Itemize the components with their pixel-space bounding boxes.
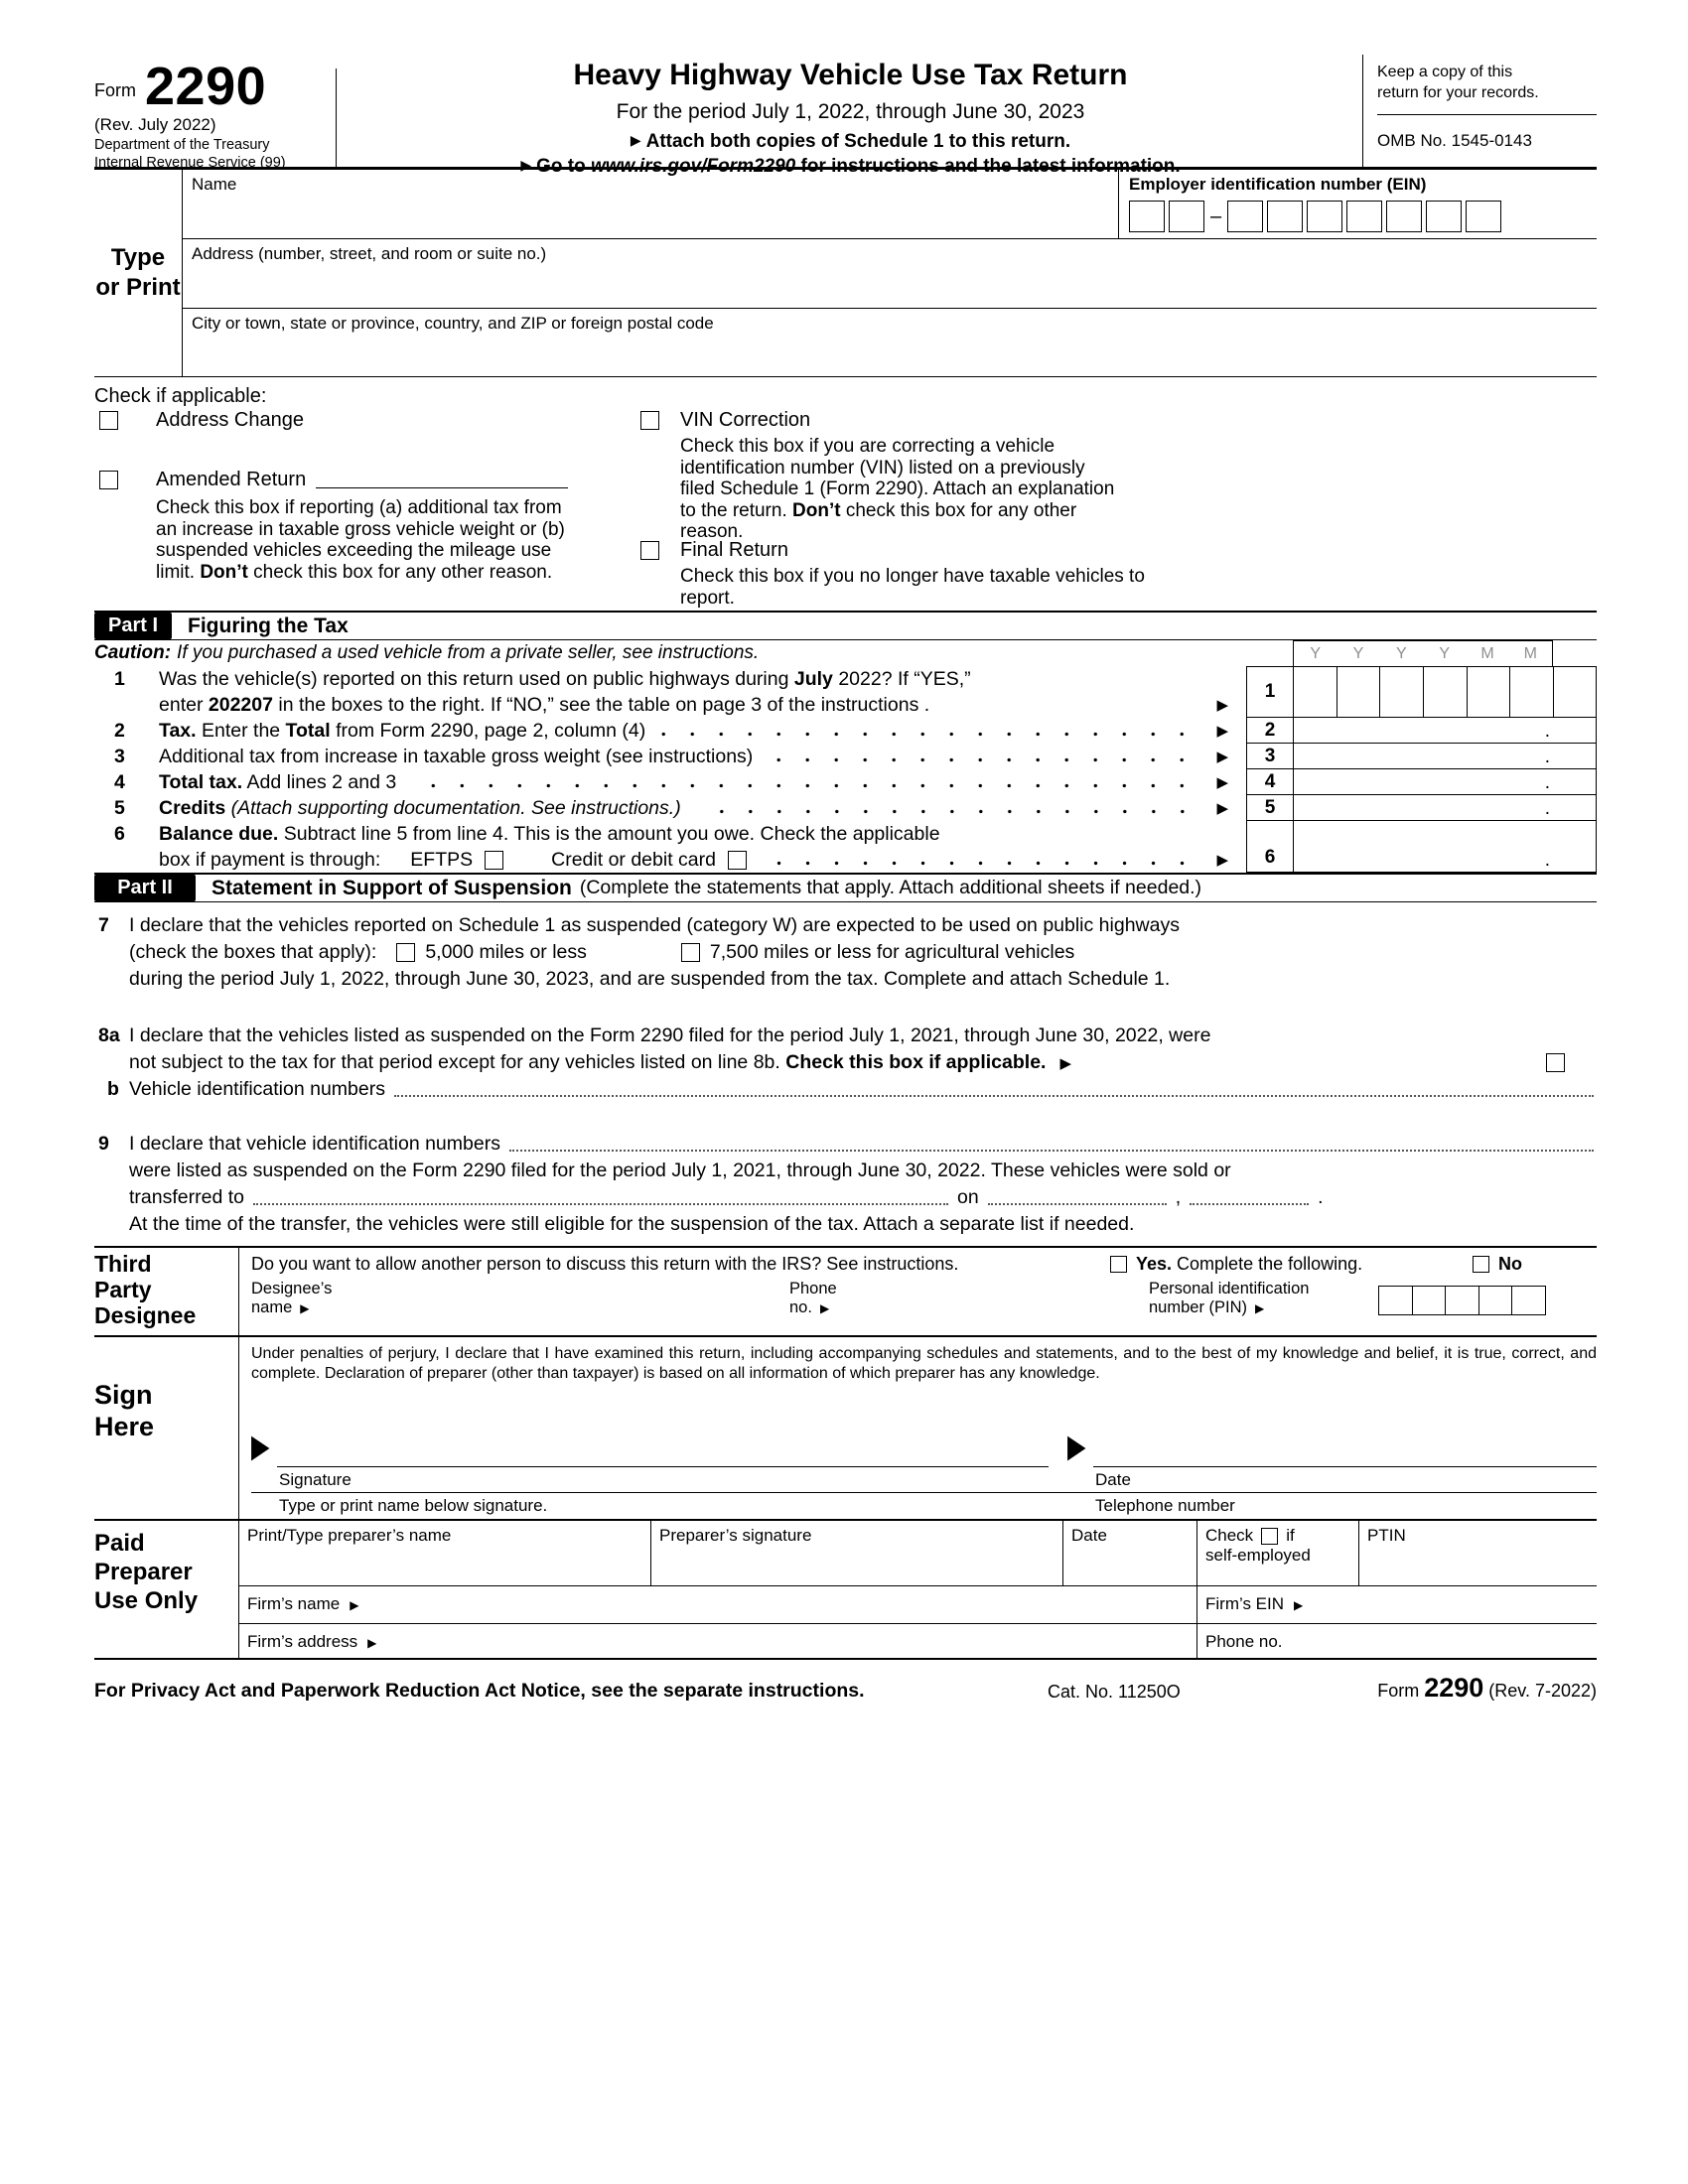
line-number: 6 <box>114 822 125 845</box>
dot-leader <box>761 861 1196 866</box>
form-number: 2290 <box>145 57 267 116</box>
decimal-point: . <box>1544 772 1550 793</box>
name-label: Name <box>192 175 237 194</box>
date-digit-cell[interactable] <box>1337 667 1381 717</box>
taxpayer-fields <box>182 170 1597 376</box>
yes-checkbox[interactable] <box>1110 1256 1127 1273</box>
table-row-line-2 <box>1246 718 1597 744</box>
transferred-to-line[interactable] <box>253 1203 948 1205</box>
caution-note: Caution: If you purchased a used vehicle from a private seller, see instructions. <box>94 642 760 663</box>
self-employed-cell: Check if self-employed <box>1197 1521 1359 1585</box>
ein-input-boxes <box>1129 201 1597 232</box>
ein-digit-box[interactable] <box>1426 201 1462 232</box>
designee-no-option <box>1473 1254 1522 1275</box>
line-number: 7 <box>98 914 109 936</box>
paid-preparer-label: Paid Preparer Use Only <box>94 1530 199 1614</box>
address-label: Address (number, street, and room or suite no.) <box>192 244 547 263</box>
form-word: Form <box>94 80 136 101</box>
date-digit-cell[interactable] <box>1380 667 1424 717</box>
line1-date-entry <box>1294 667 1596 717</box>
name-row <box>183 170 1597 239</box>
part-1-section <box>94 611 1597 873</box>
line4-amount-box[interactable] <box>1294 769 1596 794</box>
self-employed-checkbox[interactable] <box>1261 1528 1278 1545</box>
city-input-area[interactable] <box>183 309 1597 376</box>
date-digit-cell[interactable] <box>1510 667 1554 717</box>
ein-digit-box[interactable] <box>1466 201 1501 232</box>
ein-digit-box[interactable] <box>1267 201 1303 232</box>
line-number: 5 <box>114 796 125 819</box>
date-arrow-icon: ▶ <box>1067 1429 1086 1465</box>
table-row-line-6 <box>1246 821 1597 873</box>
table-row-line-4 <box>1246 769 1597 795</box>
third-party-designee-label: Third Party Designee <box>94 1251 197 1328</box>
firm-name-field[interactable]: Firm’s name ▶ <box>239 1586 1197 1623</box>
table-line-number: 1 <box>1247 667 1294 717</box>
part-1-lines <box>94 640 1238 873</box>
miles-5000-checkbox[interactable] <box>396 943 415 962</box>
arrow-icon: ▶ <box>1216 774 1228 791</box>
designee-question: Do you want to allow another person to discuss this return with the IRS? See instructions. <box>251 1254 959 1274</box>
miles-7500-checkbox[interactable] <box>681 943 700 962</box>
designee-yes-option <box>1110 1254 1362 1275</box>
form-identity-block <box>94 57 329 172</box>
final-return-label: Final Return <box>680 539 788 561</box>
decimal-point: . <box>1544 850 1550 871</box>
ein-digit-box[interactable] <box>1169 201 1204 232</box>
privacy-act-note: For Privacy Act and Paperwork Reduction Act Notice, see the separate instructions. <box>94 1680 865 1702</box>
dot-leader <box>695 809 1196 814</box>
type-or-print-label: Type or Print <box>95 244 181 301</box>
table-row-line-3 <box>1246 744 1597 769</box>
firm-phone-field[interactable]: Phone no. <box>1205 1632 1283 1651</box>
date-digit-cell[interactable] <box>1424 667 1468 717</box>
line3-amount-box[interactable] <box>1294 744 1596 768</box>
sign-here-label: Sign Here <box>94 1380 155 1441</box>
dot-leader <box>659 732 1196 737</box>
ein-label: Employer identification number (EIN) <box>1129 175 1427 194</box>
part-1-header <box>94 611 1597 640</box>
name-input-area[interactable] <box>183 170 1117 238</box>
decimal-point: . <box>1544 747 1550 767</box>
arrow-icon: ▶ <box>367 1636 377 1650</box>
irs-url: www.irs.gov/Form2290 <box>590 156 796 177</box>
line5-amount-box[interactable] <box>1294 795 1596 820</box>
table-row-line-5 <box>1246 795 1597 821</box>
ptin-field[interactable]: PTIN <box>1367 1526 1406 1545</box>
designee-pin-label: Personal identification number (PIN) ▶ <box>1149 1280 1310 1316</box>
part-2-section <box>94 873 1597 1246</box>
final-return-checkbox[interactable] <box>640 541 659 560</box>
firm-ein-field[interactable]: Firm’s EIN ▶ <box>1205 1594 1304 1613</box>
part-1-label: Part I <box>94 613 172 639</box>
address-change-checkbox[interactable] <box>99 411 118 430</box>
amended-return-note: Check this box if reporting (a) additional tax from an increase in taxable gross vehicle weight or (b) suspended vehicles exceeding the mileage use limit. Don’t check this box for any other reason. <box>156 497 565 583</box>
check-if-applicable-heading: Check if applicable: <box>94 385 267 407</box>
pin-digit-box[interactable] <box>1445 1286 1479 1315</box>
pin-digit-box[interactable] <box>1478 1286 1513 1315</box>
vin-correction-note: Check this box if you are correcting a vehicle identification number (VIN) listed on a previously filed Schedule 1 (Form 2290). Attach an explanation to the return. Don’t check this box for any other reason. <box>680 436 1115 542</box>
address-input-area[interactable] <box>183 239 1597 309</box>
line-number: 9 <box>98 1133 109 1155</box>
vin-correction-checkbox[interactable] <box>640 411 659 430</box>
line-number: 3 <box>114 745 125 767</box>
catalog-number: Cat. No. 11250O <box>1048 1682 1181 1702</box>
third-party-designee-section <box>94 1246 1597 1335</box>
amended-month-line[interactable] <box>316 469 568 488</box>
preparer-grid <box>238 1521 1597 1658</box>
line-9: 9 I declare that vehicle identification numbers were listed as suspended on the Form 2290 filed for the period July 1, 2021, through June 30, 2022. These vehicles were sold or transferred to on , . At the time of the transfer, the vehicles were still eligible for the suspension of the tax. Attach a separate list if needed. <box>94 1131 1597 1238</box>
line8-applicable-checkbox[interactable] <box>1546 1053 1565 1072</box>
arrow-icon: ▶ <box>1216 749 1228 765</box>
arrow-icon: ▶ <box>350 1598 359 1612</box>
line-number: b <box>107 1078 119 1100</box>
part-2-header <box>94 873 1597 902</box>
firm-address-field[interactable]: Firm’s address ▶ <box>239 1624 1197 1658</box>
miles-5000-label: 5,000 miles or less <box>425 941 587 963</box>
transfer-date-line[interactable] <box>988 1203 1167 1205</box>
miles-7500-label: 7,500 miles or less for agricultural vehicles <box>709 941 1075 963</box>
line9-vin-entry-line[interactable] <box>509 1150 1594 1152</box>
eftps-label: EFTPS <box>410 848 474 871</box>
amended-return-row <box>156 469 568 491</box>
part-2-subtitle: (Complete the statements that apply. Attach additional sheets if needed.) <box>579 877 1202 898</box>
sign-divider <box>251 1492 1597 1493</box>
vin-correction-label: VIN Correction <box>680 409 811 431</box>
yes-label: Yes. Complete the following. <box>1136 1254 1363 1274</box>
no-label: No <box>1498 1254 1522 1274</box>
line-3: 3 Additional tax from increase in taxable gross weight (see instructions) ▶ <box>94 744 1238 769</box>
credit-debit-checkbox[interactable] <box>728 851 747 870</box>
line-number: 4 <box>114 770 125 793</box>
decimal-point: . <box>1544 798 1550 819</box>
arrow-icon: ▶ <box>1216 800 1228 817</box>
part-2-title: Statement in Support of Suspension <box>211 876 572 899</box>
attach-note: ▶ Attach both copies of Schedule 1 to this return. <box>630 131 1071 152</box>
form-revision: (Rev. July 2022) <box>94 115 216 135</box>
paid-preparer-section <box>94 1519 1597 1660</box>
keep-copy-note: Keep a copy of this return for your records. <box>1377 63 1597 115</box>
city-label: City or town, state or province, country, and ZIP or foreign postal code <box>192 314 714 333</box>
pin-digit-box[interactable] <box>1412 1286 1447 1315</box>
signature-line[interactable] <box>277 1466 1049 1467</box>
line-1: 1 Was the vehicle(s) reported on this return used on public highways during July 2022? If “YES,” enter 202207 in the boxes to the right. If “NO,” see the table on page 3 of the instructions . ▶ <box>94 666 1238 718</box>
form-title: Heavy Highway Vehicle Use Tax Return <box>573 59 1128 91</box>
footer-form-id: Form 2290 (Rev. 7-2022) <box>1377 1673 1597 1703</box>
perjury-statement: Under penalties of perjury, I declare that I have examined this return, including accompanying schedules and statements, and to the best of my knowledge and belief, it is true, correct, and complete. Declaration of preparer (other than taxpayer) is based on all information of which preparer has any knowledge. <box>251 1345 1597 1382</box>
amended-return-label: Amended Return <box>156 469 307 490</box>
omb-number: OMB No. 1545-0143 <box>1377 130 1532 150</box>
no-checkbox[interactable] <box>1473 1256 1489 1273</box>
address-change-label: Address Change <box>156 409 304 431</box>
signature-arrow-icon: ▶ <box>251 1429 270 1465</box>
arrow-icon: ▶ <box>520 157 532 173</box>
ein-digit-box[interactable] <box>1386 201 1422 232</box>
line2-amount-box[interactable] <box>1294 718 1596 743</box>
part1-amount-table <box>1246 640 1597 873</box>
final-return-note: Check this box if you no longer have taxable vehicles to report. <box>680 566 1145 609</box>
line-number: 2 <box>114 719 125 742</box>
designee-name-field[interactable]: Designee’s name ▶ <box>251 1280 333 1316</box>
sign-here-section <box>94 1335 1597 1519</box>
goto-note: ▶ Go to www.irs.gov/Form2290 for instructions and the latest information. <box>520 156 1181 177</box>
line-2: 2 Tax. Enter the Total from Form 2290, page 2, column (4) ▶ <box>94 718 1238 744</box>
table-row-line-1 <box>1246 666 1597 718</box>
date-digit-cell[interactable] <box>1468 667 1511 717</box>
ein-digit-box[interactable] <box>1346 201 1382 232</box>
type-print-note: Type or print name below signature. <box>279 1496 548 1515</box>
service-label: Internal Revenue Service (99) <box>94 155 286 172</box>
dot-leader <box>410 783 1196 788</box>
eftps-checkbox[interactable] <box>485 851 503 870</box>
ein-digit-box[interactable] <box>1129 201 1165 232</box>
pin-input-boxes <box>1380 1286 1546 1315</box>
telephone-label: Telephone number <box>1095 1496 1235 1515</box>
amended-return-checkbox[interactable] <box>99 471 118 489</box>
arrow-icon: ▶ <box>300 1301 310 1315</box>
header-divider <box>336 68 337 167</box>
line-4: 4 Total tax. Add lines 2 and 3 ▶ <box>94 769 1238 795</box>
line-7: 7 I declare that the vehicles reported on Schedule 1 as suspended (category W) are expected to be used on public highways (check the boxes that apply): 5,000 miles or less 7,500 miles or less for agricultural vehicles during the period July 1, 2022, through June 30, 2023, and are suspended from the tax. Complete and attach Schedule 1. <box>94 912 1597 993</box>
arrow-icon: ▶ <box>1059 1054 1072 1072</box>
section-divider <box>238 1248 239 1335</box>
arrow-icon: ▶ <box>1216 852 1228 869</box>
ein-dash: – <box>1210 205 1222 227</box>
department-label: Department of the Treasury <box>94 137 270 154</box>
arrow-icon: ▶ <box>1216 697 1228 714</box>
form-header <box>94 55 1597 177</box>
signature-date-line[interactable] <box>1093 1466 1597 1467</box>
date-digit-cell[interactable] <box>1294 667 1337 717</box>
signature-label: Signature <box>279 1470 352 1489</box>
vin-entry-line[interactable] <box>394 1095 1594 1097</box>
designee-phone-field[interactable]: Phone no. ▶ <box>789 1280 837 1316</box>
date-label: Date <box>1095 1470 1131 1489</box>
form-title-block <box>348 55 1353 178</box>
preparer-signature-field[interactable]: Preparer’s signature <box>651 1521 1063 1585</box>
check-if-applicable-section <box>94 377 1597 611</box>
ein-cell <box>1118 170 1597 238</box>
type-or-print-section <box>94 167 1597 377</box>
dot-leader <box>767 757 1196 762</box>
table-line-number: 6 <box>1247 821 1294 872</box>
line-8a: 8a I declare that the vehicles listed as suspended on the Form 2290 filed for the period July 1, 2021, through June 30, 2022, were not subject to the tax for that period except for any vehicles listed on line 8b. Check this box if applicable. ▶ b Vehicle identification numbers <box>94 1023 1597 1103</box>
table-line-number: 3 <box>1247 744 1294 768</box>
form-period: For the period July 1, 2022, through June 30, 2023 <box>616 100 1085 123</box>
credit-debit-label: Credit or debit card <box>551 848 716 871</box>
arrow-icon: ▶ <box>1255 1301 1265 1315</box>
date-format-header: Y Y Y Y M M <box>1293 640 1553 666</box>
section-divider <box>238 1337 239 1519</box>
arrow-icon: ▶ <box>630 132 641 148</box>
ein-digit-box[interactable] <box>1307 201 1342 232</box>
arrow-icon: ▶ <box>1216 723 1228 740</box>
omb-block <box>1362 55 1597 167</box>
table-line-number: 5 <box>1247 795 1294 820</box>
transfer-year-line[interactable] <box>1190 1203 1309 1205</box>
line6-amount-box[interactable] <box>1294 821 1596 872</box>
line-6: 6 Balance due. Subtract line 5 from line 4. This is the amount you owe. Check the applicable box if payment is through: EFTPS Credit or debit card ▶ <box>94 821 1238 873</box>
pin-digit-box[interactable] <box>1511 1286 1546 1315</box>
pin-digit-box[interactable] <box>1378 1286 1413 1315</box>
part-2-label: Part II <box>94 875 196 901</box>
line-5: 5 Credits (Attach supporting documentation. See instructions.) ▶ <box>94 795 1238 821</box>
arrow-icon: ▶ <box>1294 1598 1304 1612</box>
arrow-icon: ▶ <box>819 1301 830 1315</box>
line-number: 1 <box>114 667 125 690</box>
table-line-number: 2 <box>1247 718 1294 743</box>
preparer-date-field[interactable]: Date <box>1063 1521 1197 1585</box>
ein-digit-box[interactable] <box>1227 201 1263 232</box>
decimal-point: . <box>1544 721 1550 742</box>
table-line-number: 4 <box>1247 769 1294 794</box>
page-footer <box>94 1673 1597 1719</box>
part-1-title: Figuring the Tax <box>188 614 349 637</box>
line-8b: b Vehicle identification numbers <box>94 1076 1597 1103</box>
preparer-name-field[interactable]: Print/Type preparer’s name <box>239 1521 651 1585</box>
line-number: 8a <box>98 1024 120 1046</box>
